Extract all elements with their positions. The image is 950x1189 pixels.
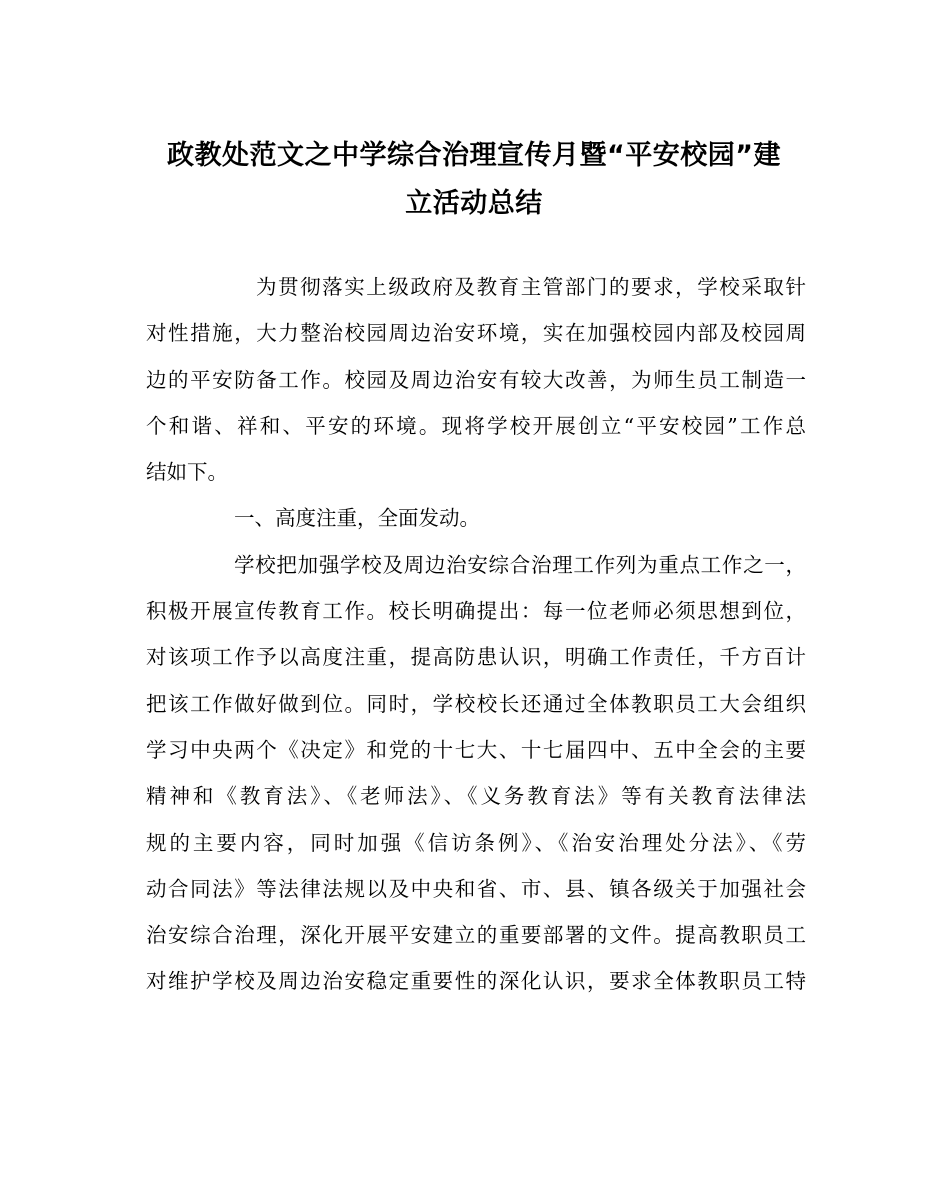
paragraph-line: 学校把加强学校及周边治安综合治理工作列为重点工作之一， [234,552,806,577]
paragraph-line: 对该项工作予以高度注重，提高防患认识，明确工作责任，千方百计 [146,645,806,670]
paragraph-intro [146,264,806,495]
paragraph-line: 动合同法》等法律法规以及中央和省、市、县、镇各级关于加强社会 [146,876,806,901]
title-line: 政教处范文之中学综合治理宣传月暨“平安校园”建 [167,140,781,171]
document-body [146,264,806,1005]
paragraph-line: 结如下。 [146,460,228,485]
title-line: 立活动总结 [405,188,543,219]
paragraph-line: 对性措施，大力整治校园周边治安环境，实在加强校园内部及校园周 [146,321,806,346]
paragraph-line: 学习中央两个《决定》和党的十七大、十七届四中、五中全会的主要 [146,737,806,762]
paragraph-line: 规的主要内容，同时加强《信访条例》、《治安治理处分法》、《劳 [146,830,806,855]
paragraph-line: 治安综合治理，深化开展平安建立的重要部署的文件。提高教职员工 [146,923,806,948]
paragraph-line: 个和谐、祥和、平安的环境。现将学校开展创立“平安校园”工作总 [146,413,806,438]
paragraph-body [146,542,806,1005]
section-heading [146,495,806,541]
paragraph-line: 为贯彻落实上级政府及教育主管部门的要求，学校采取针 [256,275,806,299]
paragraph-line: 积极开展宣传教育工作。校长明确提出：每一位老师必须思想到位， [146,599,806,624]
paragraph-line: 边的平安防备工作。校园及周边治安有较大改善，为师生员工制造一 [146,367,806,392]
document-title [146,132,802,228]
paragraph-line: 精神和《教育法》、《老师法》、《义务教育法》等有关教育法律法 [146,784,806,809]
paragraph-line: 对维护学校及周边治安稳定重要性的深化认识，要求全体教职员工特 [146,969,806,994]
section-heading-line: 一、高度注重，全面发动。 [234,506,480,531]
paragraph-line: 把该工作做好做到位。同时，学校校长还通过全体教职员工大会组织 [146,691,806,716]
